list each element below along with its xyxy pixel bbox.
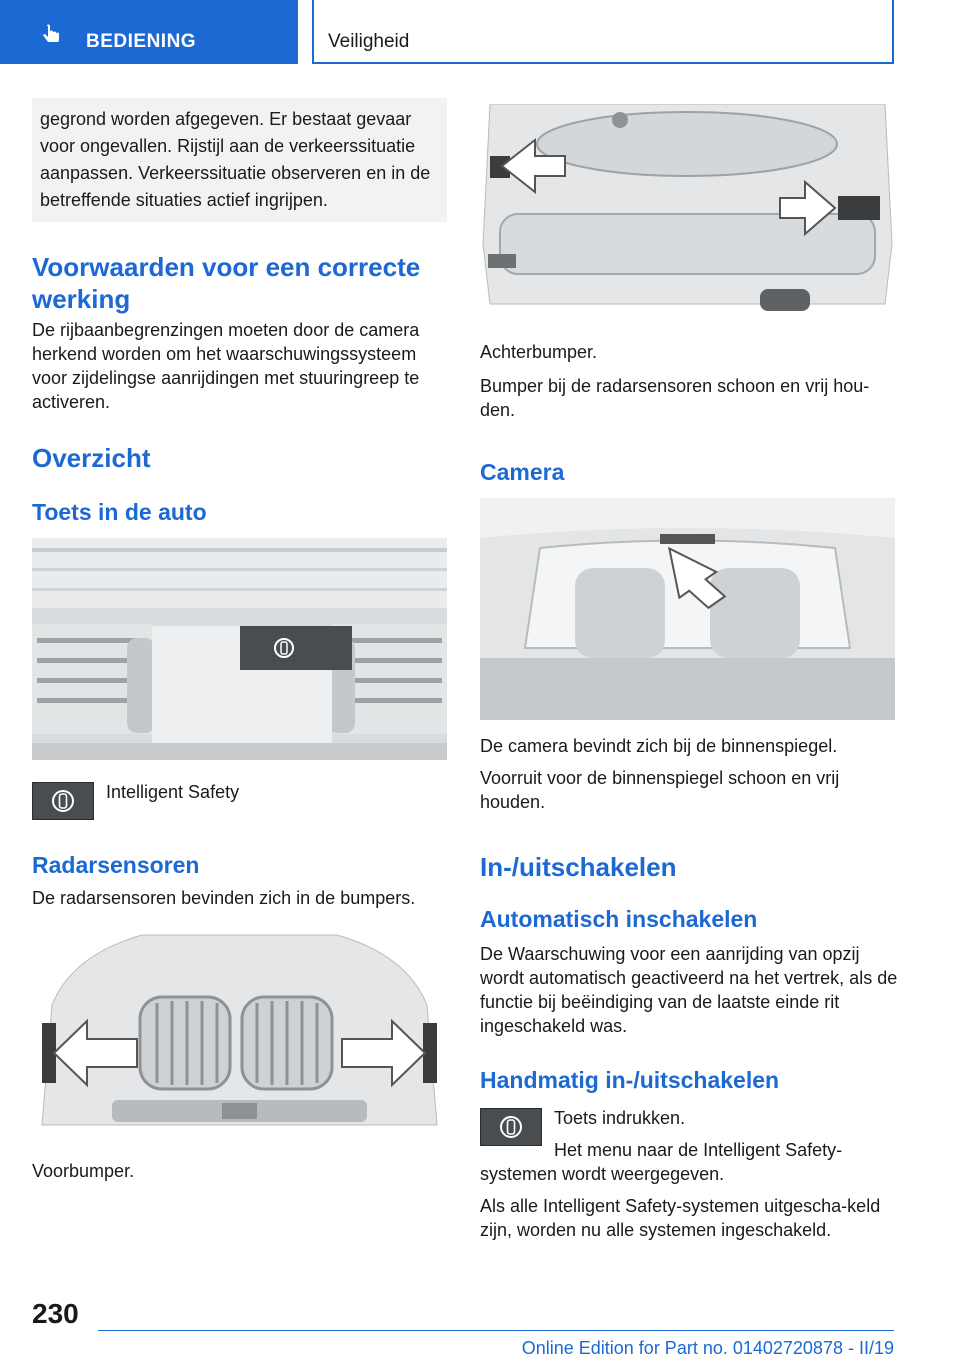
heading-radar: Radarsensoren	[32, 852, 200, 878]
camera-text-2: Voorruit voor de binnenspiegel schoon en vrij houden.	[480, 768, 840, 812]
dashboard-button-image	[32, 538, 447, 760]
manual-text-2: Als alle Intelligent Safety-systemen uitgescha-keld zijn, worden nu alle systemen ingeschakeld.	[480, 1196, 881, 1240]
rear-bumper-image	[480, 104, 895, 326]
camera-interior-image	[480, 498, 895, 720]
heading-onoff: In-/uitschakelen	[480, 852, 677, 882]
intelligent-safety-button-icon	[32, 782, 94, 820]
front-bumper-image	[32, 925, 447, 1147]
rear-bumper-caption: Achterbumper.	[480, 342, 598, 362]
auto-text: De Waarschuwing voor een aanrijding van opzij wordt automatisch geactiveerd na het vertrek, als de functie bij beëindiging van de laatste einde rit ingeschakeld was.	[480, 944, 898, 1036]
warning-box	[32, 98, 447, 222]
footer-divider	[98, 1330, 894, 1331]
button-caption: Intelligent Safety	[106, 782, 240, 802]
heading-button: Toets in de auto	[32, 499, 207, 525]
camera-text-1: De camera bevindt zich bij de binnenspiegel.	[480, 736, 838, 756]
chapter-title: Veiligheid	[328, 31, 410, 52]
conditions-text: De rijbaanbegrenzingen moeten door de camera herkend worden om het waarschuwingssysteem voor zijdelingse aanrijdingen met stuuringreep te activeren.	[32, 320, 420, 412]
front-bumper-caption: Voorbumper.	[32, 1161, 135, 1181]
heading-manual: Handmatig in-/uitschakelen	[480, 1067, 780, 1093]
section-tab-label: BEDIENING	[86, 31, 197, 52]
section-tab[interactable]	[0, 0, 298, 64]
page-number: 230	[32, 1298, 79, 1329]
radar-text: De radarsensoren bevinden zich in de bumpers.	[32, 888, 416, 908]
heading-conditions: Voorwaarden voor een correcte werking	[32, 252, 421, 314]
chapter-header	[312, 0, 894, 64]
heading-auto: Automatisch inschakelen	[480, 906, 758, 932]
footer-edition: Online Edition for Part no. 01402720878 - II/19	[521, 1338, 894, 1358]
heading-overview: Overzicht	[32, 443, 151, 473]
warning-text: gegrond worden afgegeven. Er bestaat gevaar voor ongevallen. Rijstijl aan de verkeerssituatie aanpassen. Verkeerssituatie observeren en in de betreffende situaties actief ingrijpen.	[40, 109, 431, 210]
manual-step: Toets indrukken.	[554, 1108, 686, 1128]
rear-bumper-text: Bumper bij de radarsensoren schoon en vrij hou-den.	[480, 376, 870, 420]
manual-text-1: Het menu naar de Intelligent Safety-systemen wordt weergegeven.	[480, 1140, 843, 1184]
heading-camera: Camera	[480, 459, 565, 485]
hand-pointer-icon	[40, 24, 64, 48]
